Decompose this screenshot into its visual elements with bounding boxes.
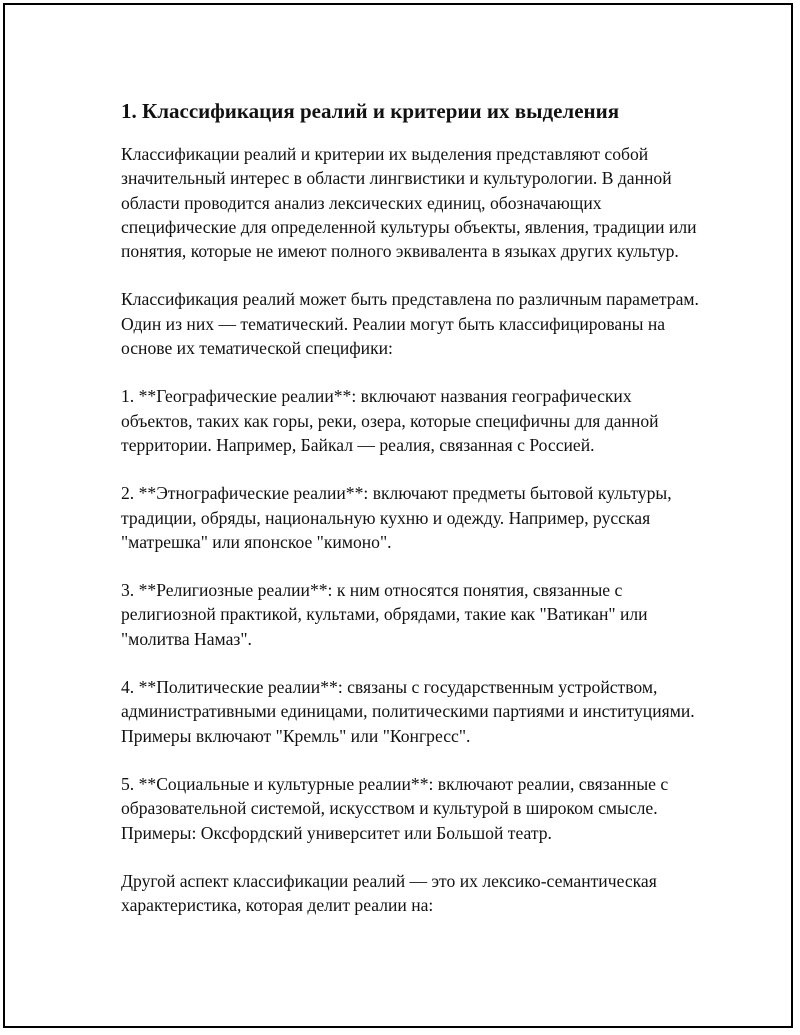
document-body [121, 97, 701, 941]
lexical-semantic-paragraph: Другой аспект классификации реалий — это их лексико-семантическая характеристика, которая делит реалии на: [121, 870, 657, 916]
social-cultural-realia-item: 5. **Социальные и культурные реалии**: включают реалии, связанные с образовательной системой, искусством и культурой в широком смысле. Примеры: Оксфордский университет или Большой театр. [121, 773, 669, 843]
religious-realia-item: 3. **Религиозные реалии**: к ним относятся понятия, связанные с религиозной практикой, культами, обрядами, такие как "Ватикан" или "молитва Намаз". [121, 580, 648, 649]
document-page [3, 3, 793, 1028]
ethnographic-realia-item: 2. **Этнографические реалии**: включают предметы бытовой культуры, традиции, обряды, национальную кухню и одежду. Например, русская "матрешка" или японское "кимоно". [121, 483, 672, 552]
classification-paragraph: Классификация реалий может быть представлена по различным параметрам. Один из них — тематический. Реалии могут быть классифицированы на основе их тематической специфики: [121, 289, 699, 359]
section-heading: 1. Классификация реалий и критерии их выделения [121, 99, 620, 123]
political-realia-item: 4. **Политические реалии**: связаны с государственным устройством, административными единицами, политическими партиями и институциями. Примеры включают "Кремль" или "Конгресс". [121, 677, 695, 746]
intro-paragraph: Классификации реалий и критерии их выделения представляют собой значительный интерес в области лингвистики и культурологии. В данной области проводится анализ лексических единиц, обозначающих специфические для определенной культуры объекты, явления, традиции или понятия, которые не имеют полного эквивалента в языках других культур. [121, 144, 697, 262]
geographic-realia-item: 1. **Географические реалии**: включают названия географических объектов, таких как горы, реки, озера, которые специфичны для данной территории. Например, Байкал — реалия, связанная с Россией. [121, 386, 659, 455]
